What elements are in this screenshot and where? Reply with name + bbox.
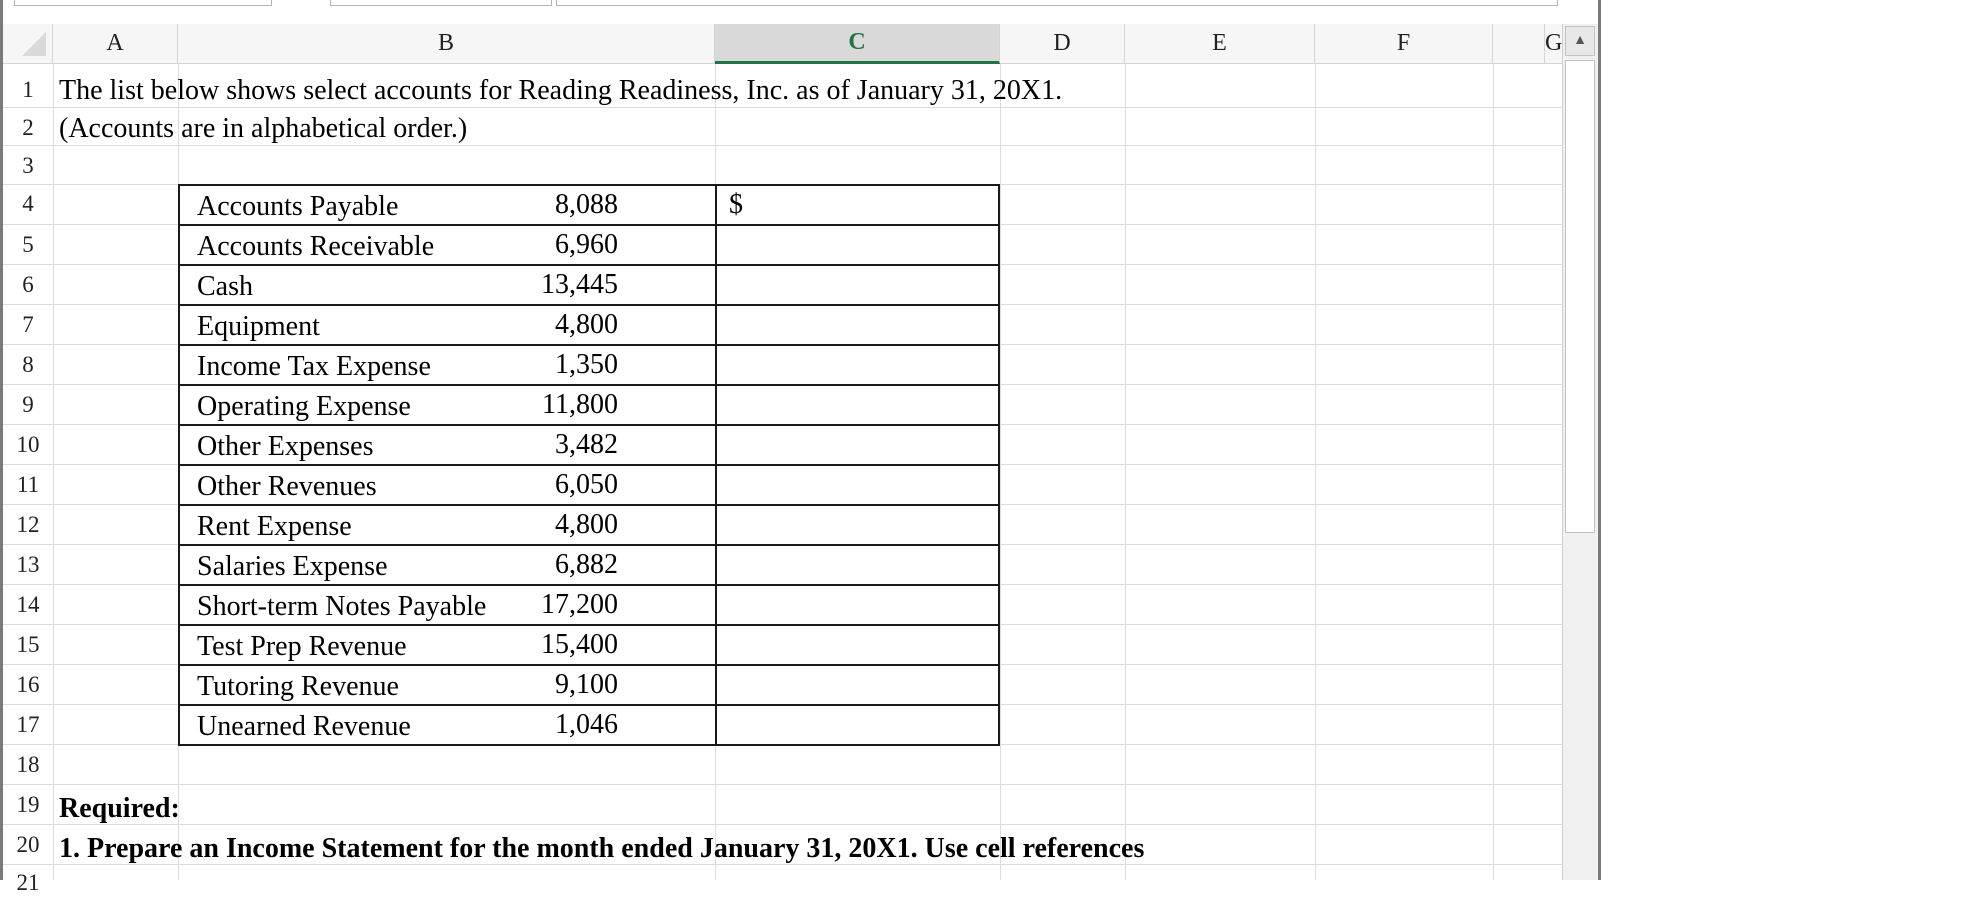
row-header-11[interactable]: 11 bbox=[16, 472, 40, 497]
row-header-5[interactable]: 5 bbox=[22, 232, 34, 257]
column-header-g-clip bbox=[1545, 24, 1562, 64]
gridline-col-e-left bbox=[1125, 64, 1126, 880]
account-name[interactable]: Test Prep Revenue bbox=[197, 631, 407, 662]
account-value[interactable]: 4,800 bbox=[555, 309, 618, 340]
column-header-e[interactable]: E bbox=[1125, 24, 1315, 64]
account-name[interactable]: Other Expenses bbox=[197, 431, 374, 462]
row-header-19[interactable]: 19 bbox=[16, 792, 40, 817]
account-name[interactable]: Other Revenues bbox=[197, 471, 377, 502]
intro-line-1[interactable]: The list below shows select accounts for Reading Readiness, Inc. as of January 31, 20X1. bbox=[59, 75, 1063, 106]
gridline-col-a-left bbox=[53, 64, 54, 880]
gridline-row-18 bbox=[3, 784, 1562, 785]
account-value[interactable]: 8,088 bbox=[555, 189, 618, 220]
account-name[interactable]: Accounts Payable bbox=[197, 191, 399, 222]
formula-input[interactable] bbox=[556, 0, 1558, 6]
gridline-col-d-left bbox=[1000, 64, 1001, 880]
account-value[interactable]: 13,445 bbox=[541, 269, 618, 300]
row-header-7[interactable]: 7 bbox=[22, 312, 34, 337]
account-value[interactable]: 3,482 bbox=[555, 429, 618, 460]
account-name[interactable]: Short-term Notes Payable bbox=[197, 591, 487, 622]
column-header-f[interactable]: F bbox=[1315, 24, 1493, 64]
account-name[interactable]: Accounts Receivable bbox=[197, 231, 435, 262]
account-name[interactable]: Salaries Expense bbox=[197, 551, 388, 582]
row-header-4[interactable]: 4 bbox=[22, 191, 34, 216]
account-value[interactable]: 6,882 bbox=[555, 549, 618, 580]
row-header-14[interactable]: 14 bbox=[16, 592, 40, 617]
function-box[interactable] bbox=[330, 0, 552, 6]
account-value[interactable]: 11,800 bbox=[542, 389, 618, 420]
account-value[interactable]: 1,046 bbox=[555, 709, 618, 740]
row-header-6[interactable]: 6 bbox=[22, 272, 34, 297]
column-header-c[interactable]: C bbox=[715, 24, 1000, 64]
row-header-21[interactable]: 21 bbox=[16, 870, 40, 895]
window-edge-right bbox=[1598, 0, 1601, 880]
row-header-16[interactable]: 16 bbox=[16, 672, 40, 697]
account-name[interactable]: Cash bbox=[197, 271, 253, 302]
required-item-1[interactable]: 1. Prepare an Income Statement for the month ended January 31, 20X1. Use cell references bbox=[59, 833, 1145, 864]
formula-bar-strip bbox=[0, 0, 1598, 6]
required-heading[interactable]: Required: bbox=[59, 793, 180, 824]
account-value[interactable]: 17,200 bbox=[541, 589, 618, 620]
intro-line-2[interactable]: (Accounts are in alphabetical order.) bbox=[59, 113, 468, 144]
account-value[interactable]: 9,100 bbox=[555, 669, 618, 700]
column-header-d[interactable]: D bbox=[1000, 24, 1125, 64]
account-value[interactable]: 6,960 bbox=[555, 229, 618, 260]
row-header-12[interactable]: 12 bbox=[16, 512, 40, 537]
account-name[interactable]: Operating Expense bbox=[197, 391, 411, 422]
account-value[interactable]: 1,350 bbox=[555, 349, 618, 380]
account-name[interactable]: Rent Expense bbox=[197, 511, 352, 542]
account-name[interactable]: Income Tax Expense bbox=[197, 351, 431, 382]
column-header-b[interactable]: B bbox=[178, 24, 715, 64]
column-header-g[interactable] bbox=[1493, 24, 1545, 64]
currency-symbol[interactable]: $ bbox=[729, 189, 743, 220]
row-header-2[interactable]: 2 bbox=[22, 115, 34, 140]
account-name[interactable]: Tutoring Revenue bbox=[197, 671, 399, 702]
gridline-col-g-left bbox=[1493, 64, 1494, 880]
account-name[interactable]: Equipment bbox=[197, 311, 320, 342]
gridline-col-f-left bbox=[1315, 64, 1316, 880]
row-header-18[interactable]: 18 bbox=[16, 752, 40, 777]
row-header-10[interactable]: 10 bbox=[16, 432, 40, 457]
row-header-3[interactable]: 3 bbox=[22, 153, 34, 178]
row-header-9[interactable]: 9 bbox=[22, 392, 34, 417]
row-header-13[interactable]: 13 bbox=[16, 552, 40, 577]
account-value[interactable]: 6,050 bbox=[555, 469, 618, 500]
row-header-20[interactable]: 20 bbox=[16, 832, 40, 857]
gridline-row-19 bbox=[3, 824, 1562, 825]
account-value[interactable]: 4,800 bbox=[555, 509, 618, 540]
column-header-g-label: G bbox=[1545, 30, 1562, 56]
row-header-15[interactable]: 15 bbox=[16, 632, 40, 657]
select-all-triangle-icon bbox=[22, 32, 46, 56]
scroll-up-icon[interactable]: ▲ bbox=[1565, 26, 1595, 56]
account-name[interactable]: Unearned Revenue bbox=[197, 711, 411, 742]
row-header-8[interactable]: 8 bbox=[22, 352, 34, 377]
name-box[interactable] bbox=[14, 0, 272, 6]
column-header-a[interactable]: A bbox=[53, 24, 178, 64]
scrollbar-thumb[interactable] bbox=[1565, 60, 1595, 533]
account-value[interactable]: 15,400 bbox=[541, 629, 618, 660]
row-header-17[interactable]: 17 bbox=[16, 712, 40, 737]
row-header-1[interactable]: 1 bbox=[22, 77, 34, 102]
